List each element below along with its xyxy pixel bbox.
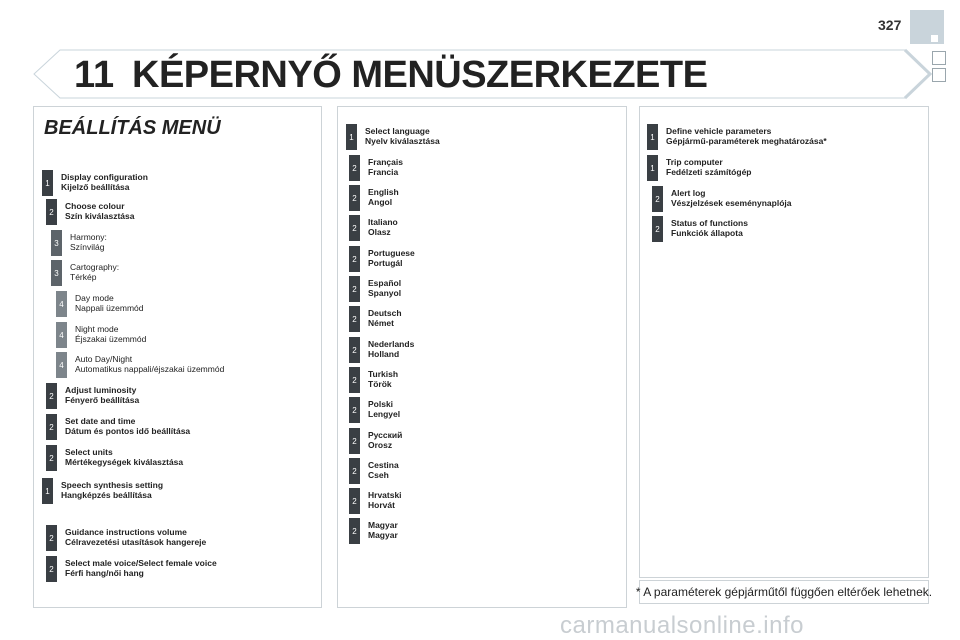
menu-item [46, 383, 139, 409]
menu-item [349, 306, 402, 332]
menu-item-text [65, 525, 206, 547]
menu-item [349, 428, 402, 454]
menu-item-label: Cartography: [70, 262, 120, 272]
menu-item-translation: Szín kiválasztása [65, 211, 135, 221]
menu-item [349, 367, 398, 393]
menu-item-translation: Éjszakai üzemmód [75, 334, 147, 344]
level-badge: 2 [349, 337, 360, 363]
level-badge: 2 [349, 276, 360, 302]
menu-item [51, 260, 119, 286]
menu-item-translation: Török [368, 379, 392, 389]
menu-item-label: Polski [368, 399, 394, 409]
menu-item-text [65, 556, 217, 578]
level-badge: 2 [652, 186, 663, 212]
menu-item-text [365, 124, 440, 146]
level-badge: 3 [51, 230, 62, 256]
menu-item-label: English [368, 187, 399, 197]
footnote: * A paraméterek gépjárműtől függően eltérőek lehetnek. [639, 580, 929, 604]
level-badge: 2 [46, 525, 57, 551]
menu-item-translation: Portugál [368, 258, 403, 268]
level-badge: 2 [46, 556, 57, 582]
level-badge: 1 [42, 170, 53, 196]
watermark: carmanualsonline.info [560, 612, 804, 639]
menu-item-text [70, 260, 119, 282]
menu-item-label: Select units [65, 447, 113, 457]
menu-item-text [368, 276, 401, 298]
menu-item [42, 478, 163, 504]
menu-item-label: Italiano [368, 217, 398, 227]
page-number: 327 [878, 17, 902, 33]
level-badge: 2 [349, 367, 360, 393]
menu-item [46, 414, 190, 440]
menu-item [51, 230, 107, 256]
chapter-number: 11 [74, 54, 115, 96]
menu-item-text [65, 383, 139, 405]
menu-item-text [61, 478, 163, 500]
menu-item [349, 246, 415, 272]
menu-item-text [368, 458, 399, 480]
menu-item-text [65, 199, 134, 221]
menu-item [349, 518, 398, 544]
menu-item [349, 488, 402, 514]
menu-item [46, 525, 206, 551]
menu-item-label: Français [368, 157, 403, 167]
menu-item-text [368, 185, 399, 207]
menu-item-text [368, 155, 403, 177]
menu-item-text [368, 337, 414, 359]
level-badge: 1 [346, 124, 357, 150]
menu-item-label: Guidance instructions volume [65, 527, 187, 537]
menu-item-text [65, 414, 190, 436]
menu-item [647, 155, 752, 181]
level-badge: 1 [42, 478, 53, 504]
menu-item [46, 199, 134, 225]
side-tab [910, 10, 944, 44]
menu-item-text [61, 170, 148, 192]
menu-item-label: Русский [368, 430, 403, 440]
menu-item [46, 556, 217, 582]
menu-item [349, 276, 401, 302]
menu-item-text [368, 488, 402, 510]
menu-item-text [368, 428, 402, 450]
menu-item-text [368, 215, 398, 237]
menu-item-label: Adjust luminosity [65, 385, 137, 395]
level-badge: 2 [349, 397, 360, 423]
menu-item [42, 170, 148, 196]
menu-item-text [75, 322, 146, 344]
menu-item-label: Alert log [671, 188, 706, 198]
menu-item-translation: Gépjármű-paraméterek meghatározása* [666, 136, 827, 146]
menu-item-label: Define vehicle parameters [666, 126, 772, 136]
menu-item [56, 352, 224, 378]
menu-item-label: Night mode [75, 324, 119, 334]
menu-item [652, 216, 748, 242]
menu-item-text [368, 518, 398, 540]
menu-item-label: Portuguese [368, 248, 415, 258]
menu-item-translation: Olasz [368, 227, 391, 237]
menu-item [349, 215, 398, 241]
menu-item-label: Trip computer [666, 157, 723, 167]
menu-item-text [65, 445, 183, 467]
level-badge: 3 [51, 260, 62, 286]
menu-item [652, 186, 792, 212]
menu-item-text [671, 186, 792, 208]
menu-item [647, 124, 827, 150]
level-badge: 1 [647, 155, 658, 181]
menu-item-translation: Célravezetési utasítások hangereje [65, 537, 207, 547]
menu-item-label: Harmony: [70, 232, 107, 242]
level-badge: 2 [46, 199, 57, 225]
menu-item-label: Display configuration [61, 172, 148, 182]
level-badge: 2 [349, 458, 360, 484]
level-badge: 2 [46, 414, 57, 440]
menu-item [56, 291, 144, 317]
level-badge: 2 [349, 518, 360, 544]
menu-item-translation: Fedélzeti számítógép [666, 167, 752, 177]
menu-item-translation: Horvát [368, 500, 395, 510]
chapter-title: KÉPERNYŐ MENÜSZERKEZETE [132, 54, 708, 96]
level-badge: 2 [349, 155, 360, 181]
level-badge: 2 [46, 445, 57, 471]
level-badge: 2 [349, 215, 360, 241]
menu-item-label: Nederlands [368, 339, 415, 349]
menu-item-label: Cestina [368, 460, 399, 470]
menu-item [349, 185, 399, 211]
menu-item-translation: Férfi hang/női hang [65, 568, 144, 578]
menu-item-label: Auto Day/Night [75, 354, 133, 364]
menu-item-text [70, 230, 107, 252]
menu-item-translation: Színvilág [70, 242, 105, 252]
level-badge: 4 [56, 352, 67, 378]
menu-item-translation: Francia [368, 167, 399, 177]
menu-item-label: Select male voice/Select female voice [65, 558, 217, 568]
menu-item-translation: Orosz [368, 440, 393, 450]
menu-item-translation: Dátum és pontos idő beállítása [65, 426, 191, 436]
menu-item [346, 124, 440, 150]
menu-item-label: Turkish [368, 369, 399, 379]
menu-item-label: Choose colour [65, 201, 125, 211]
level-badge: 4 [56, 322, 67, 348]
menu-item-text [368, 306, 402, 328]
menu-item-translation: Mértékegységek kiválasztása [65, 457, 184, 467]
menu-item-label: Hrvatski [368, 490, 402, 500]
level-badge: 2 [349, 306, 360, 332]
menu-item-text [368, 367, 398, 389]
menu-item-text [75, 352, 224, 374]
menu-item-label: Español [368, 278, 402, 288]
menu-item-translation: Térkép [70, 272, 97, 282]
menu-item [349, 397, 400, 423]
menu-item-translation: Angol [368, 197, 393, 207]
menu-item-label: Magyar [368, 520, 398, 530]
menu-item-text [75, 291, 144, 313]
menu-item-translation: Hangképzés beállítása [61, 490, 152, 500]
menu-item-translation: Funkciók állapota [671, 228, 743, 238]
menu-item-translation: Német [368, 318, 394, 328]
menu-item-translation: Vészjelzések eseménynaplója [671, 198, 792, 208]
menu-item-label: Day mode [75, 293, 114, 303]
menu-item-text [666, 124, 827, 146]
menu-item [46, 445, 183, 471]
menu-item [56, 322, 146, 348]
menu-item-text [368, 246, 415, 268]
level-badge: 2 [349, 428, 360, 454]
menu-item-translation: Magyar [368, 530, 398, 540]
menu-item-translation: Cseh [368, 470, 389, 480]
level-badge: 2 [46, 383, 57, 409]
level-badge: 4 [56, 291, 67, 317]
menu-item-label: Deutsch [368, 308, 402, 318]
menu-item-label: Status of functions [671, 218, 748, 228]
level-badge: 2 [349, 185, 360, 211]
level-badge: 2 [349, 488, 360, 514]
section-title: BEÁLLÍTÁS MENÜ [44, 117, 221, 139]
menu-item-translation: Kijelző beállítása [61, 182, 130, 192]
menu-item-translation: Holland [368, 349, 400, 359]
menu-item-text [368, 397, 400, 419]
menu-item-text [666, 155, 752, 177]
level-badge: 1 [647, 124, 658, 150]
menu-item-translation: Spanyol [368, 288, 402, 298]
menu-item-translation: Fényerő beállítása [65, 395, 140, 405]
menu-item-label: Select language [365, 126, 430, 136]
menu-item [349, 458, 399, 484]
level-badge: 2 [652, 216, 663, 242]
menu-item-label: Speech synthesis setting [61, 480, 164, 490]
menu-item-translation: Nyelv kiválasztása [365, 136, 440, 146]
menu-item [349, 155, 403, 181]
side-tab-marker [931, 35, 938, 42]
menu-item-translation: Lengyel [368, 409, 401, 419]
menu-item-translation: Automatikus nappali/éjszakai üzemmód [75, 364, 225, 374]
menu-item-label: Set date and time [65, 416, 136, 426]
menu-item-translation: Nappali üzemmód [75, 303, 144, 313]
level-badge: 2 [349, 246, 360, 272]
menu-item-text [671, 216, 748, 238]
menu-item [349, 337, 414, 363]
